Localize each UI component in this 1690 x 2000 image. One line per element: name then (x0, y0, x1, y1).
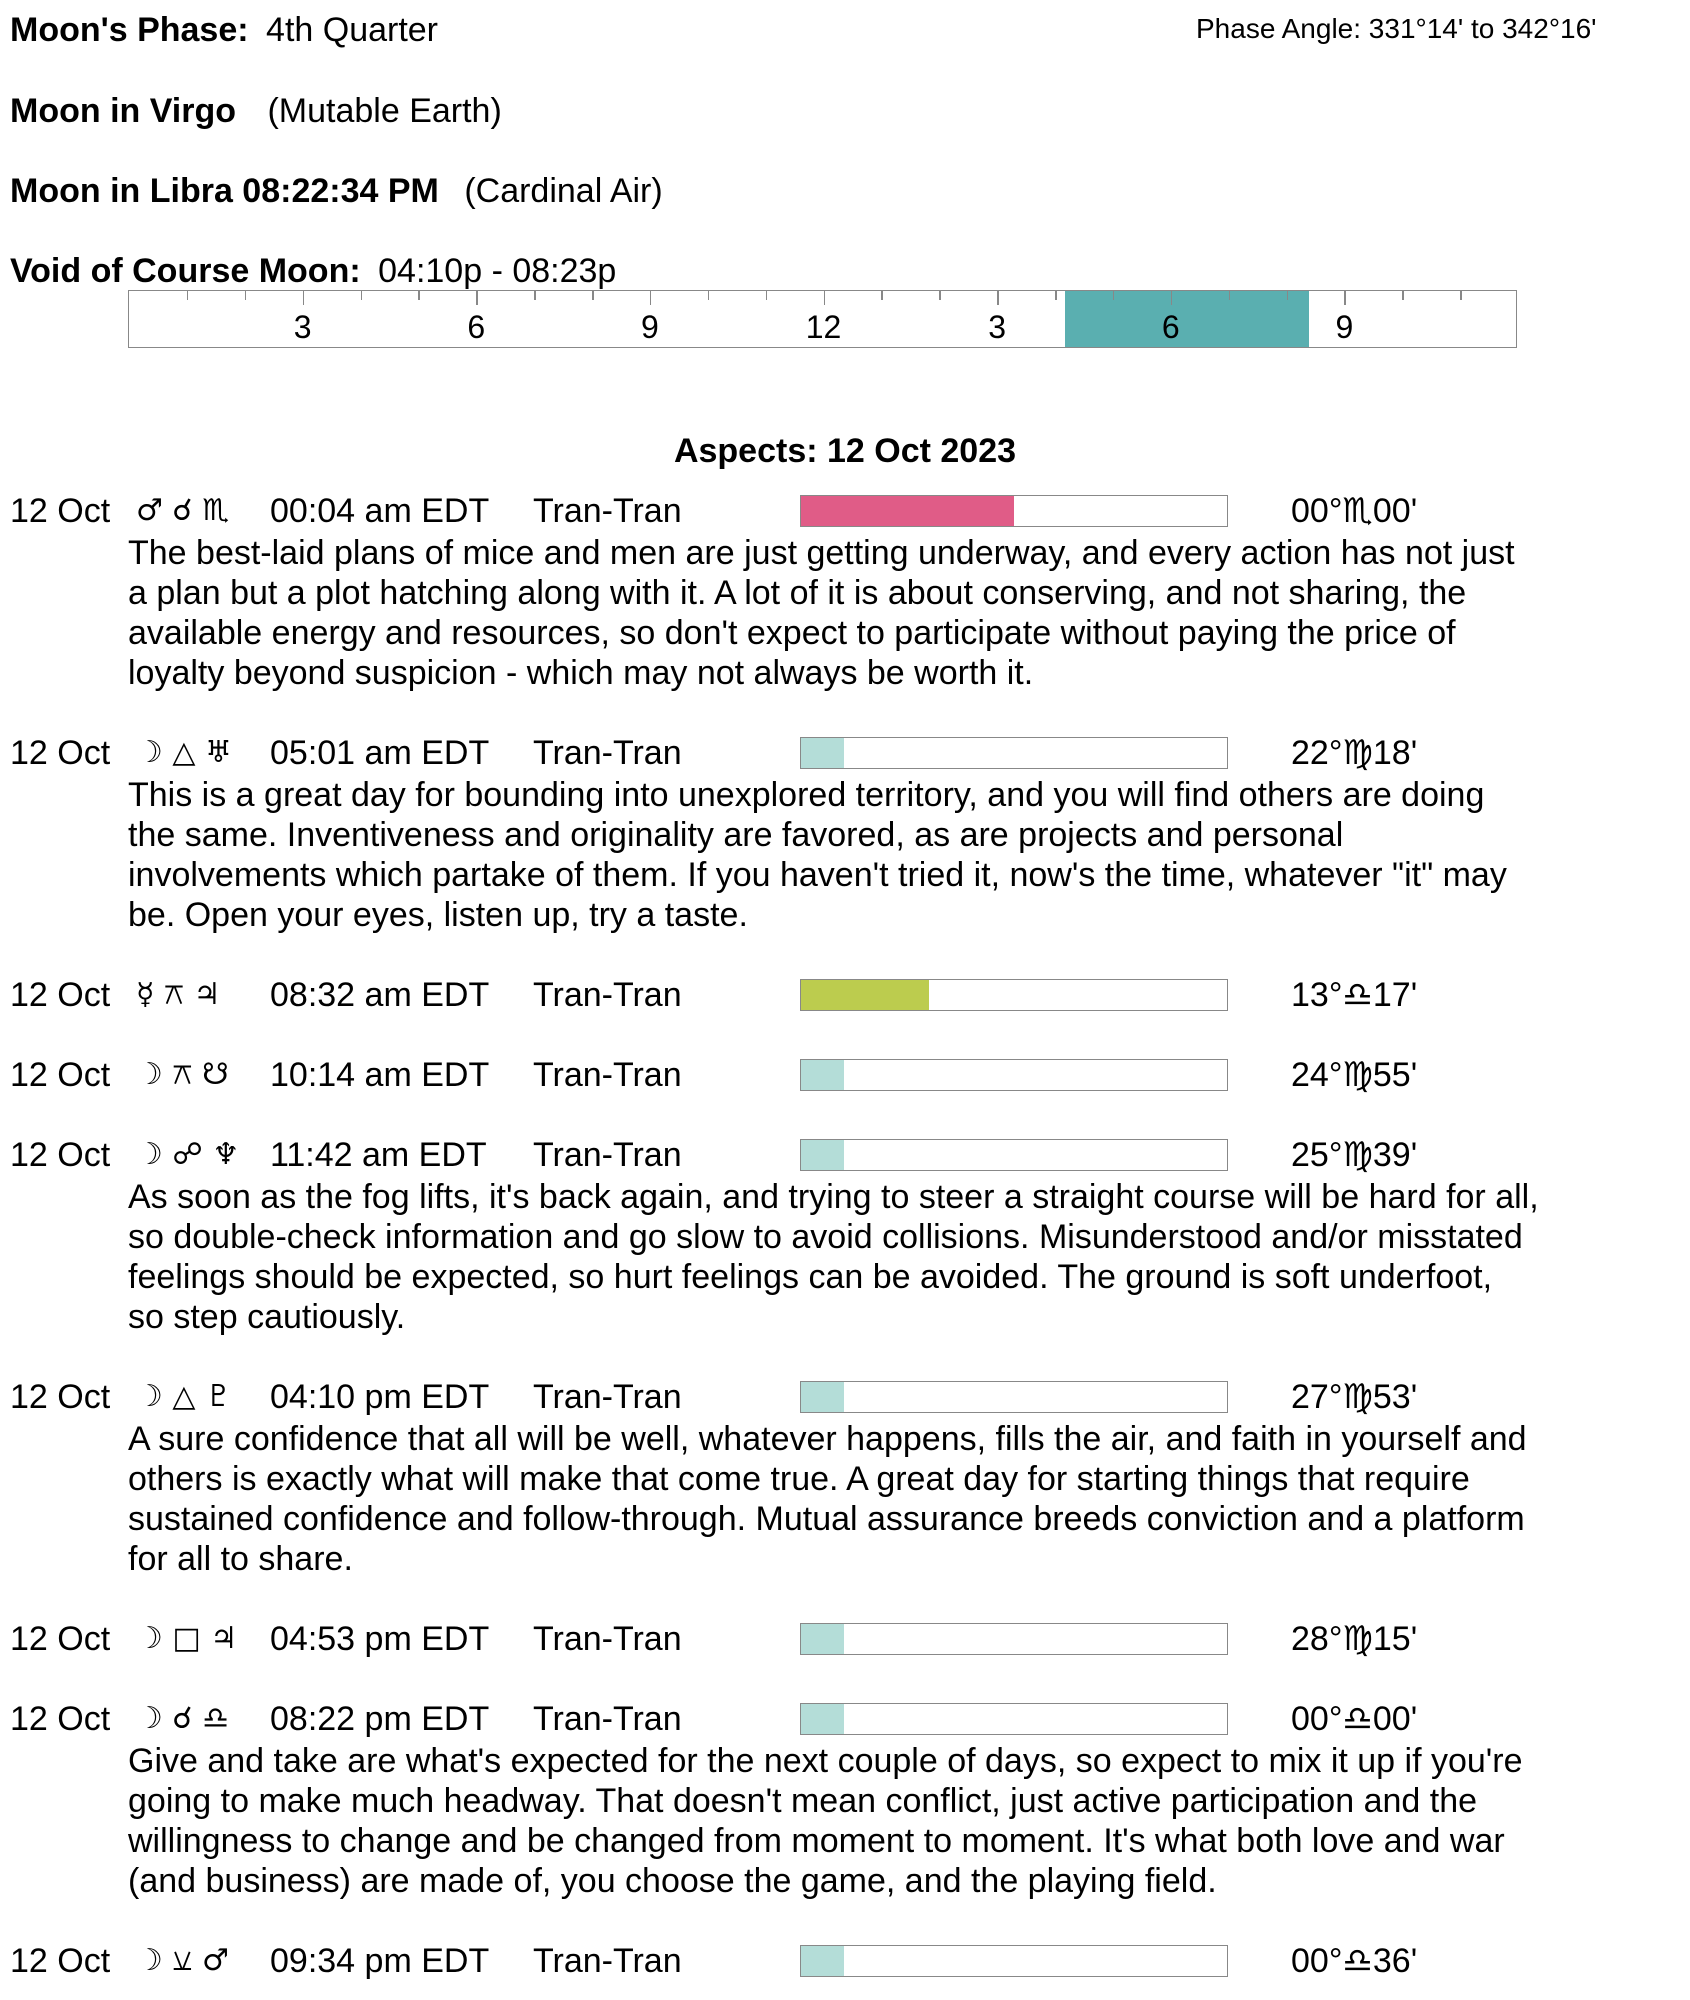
timeline-tick (245, 291, 247, 300)
aspect-position: 00°♏00' (1291, 492, 1418, 530)
timeline-tick (766, 291, 768, 300)
aspect-description (128, 533, 1515, 693)
aspect-strength-fill (801, 1704, 844, 1734)
timeline-hour-label: 9 (1335, 309, 1354, 345)
aspect-row (0, 1699, 1690, 1739)
aspect-glyphs: ☽ △ ♅ (136, 735, 232, 770)
moon-ingress-label: Moon in Libra 08:22:34 PM (10, 172, 439, 210)
aspect-position: 00°♎00' (1291, 1700, 1418, 1738)
aspect-description-line: feelings should be expected, so hurt feelings can be avoided. The ground is soft underfoot, (128, 1258, 1493, 1296)
moon-phase-label: Moon's Phase: (10, 11, 249, 49)
aspect-type: Tran-Tran (533, 734, 682, 772)
aspect-description-line: be. Open your eyes, listen up, try a taste. (128, 896, 748, 934)
timeline-tick (418, 291, 420, 300)
timeline-tick (592, 291, 594, 300)
aspect-time: 04:53 pm EDT (270, 1620, 490, 1658)
aspect-description-line: willingness to change and be changed from moment to moment. It's what both love and war (128, 1822, 1505, 1860)
aspect-glyphs: ☽ ⚺ ♂ (136, 1943, 229, 1978)
aspect-position: 22°♍18' (1291, 734, 1418, 772)
moon-ingress-row (10, 171, 663, 211)
aspect-description-line: A sure confidence that all will be well, whatever happens, fills the air, and faith in yourself and (128, 1420, 1527, 1458)
timeline-tick (1402, 291, 1404, 300)
timeline-hour-label: 12 (805, 309, 842, 345)
aspect-glyphs: ♂ ☌ ♏ (136, 493, 230, 528)
aspect-row (0, 1377, 1690, 1417)
aspect-row (0, 1619, 1690, 1659)
timeline-tick (1460, 291, 1462, 300)
aspect-date: 12 Oct (10, 1620, 111, 1658)
aspect-time: 09:34 pm EDT (270, 1942, 490, 1980)
aspect-time: 08:32 am EDT (270, 976, 490, 1014)
aspect-time: 08:22 pm EDT (270, 1700, 490, 1738)
moon-sign-label: Moon in Virgo (10, 92, 237, 130)
timeline-tick (187, 291, 189, 300)
aspect-description-line: a plan but a plot hatching along with it. A lot of it is about conserving, and not sharing, the (128, 574, 1467, 612)
aspect-description (128, 1741, 1523, 1901)
aspect-type: Tran-Tran (533, 1620, 682, 1658)
aspect-position: 00°♎36' (1291, 1942, 1418, 1980)
aspect-strength-bar (800, 495, 1228, 527)
aspect-time: 10:14 am EDT (270, 1056, 490, 1094)
aspect-strength-fill (801, 738, 844, 768)
aspect-type: Tran-Tran (533, 976, 682, 1014)
aspect-date: 12 Oct (10, 734, 111, 772)
aspect-position: 25°♍39' (1291, 1136, 1418, 1174)
aspect-date: 12 Oct (10, 1056, 111, 1094)
timeline-tick (939, 291, 941, 300)
aspect-strength-bar (800, 979, 1228, 1011)
aspect-glyphs: ☽ □ ♃ (136, 1621, 238, 1656)
aspect-row (0, 1941, 1690, 1981)
aspect-description-line: loyalty beyond suspicion - which may not always be worth it. (128, 654, 1034, 692)
timeline-hour-label: 6 (1161, 309, 1180, 345)
moon-phase-value: 4th Quarter (266, 11, 439, 49)
aspect-glyphs: ☽ ⚻ ☋ (136, 1057, 229, 1092)
void-of-course-highlight (1065, 291, 1309, 347)
timeline-tick (1287, 291, 1289, 300)
aspect-strength-fill (801, 1946, 844, 1976)
void-of-course-row (10, 251, 616, 291)
aspect-type: Tran-Tran (533, 1700, 682, 1738)
timeline-hour-label: 3 (293, 309, 312, 345)
aspect-date: 12 Oct (10, 1942, 111, 1980)
aspect-time: 05:01 am EDT (270, 734, 490, 772)
aspect-description-line: available energy and resources, so don't expect to participate without paying the price of (128, 614, 1456, 652)
moon-sign-row (10, 91, 502, 131)
aspect-row (0, 1055, 1690, 1095)
aspect-date: 12 Oct (10, 1378, 111, 1416)
timeline-tick (1229, 291, 1231, 300)
aspect-glyphs: ☽ ☌ ♎ (136, 1701, 230, 1736)
timeline-tick (708, 291, 710, 300)
aspect-date: 12 Oct (10, 492, 111, 530)
aspect-type: Tran-Tran (533, 1056, 682, 1094)
timeline-tick (361, 291, 363, 300)
timeline-tick (824, 291, 826, 305)
aspect-description-line: others is exactly what will make that come true. A great day for starting things that require (128, 1460, 1470, 1498)
aspect-description-line: Give and take are what's expected for the next couple of days, so expect to mix it up if you're (128, 1742, 1523, 1780)
aspect-strength-bar (800, 1623, 1228, 1655)
moon-ingress-element: (Cardinal Air) (464, 172, 663, 210)
aspect-row (0, 491, 1690, 531)
aspect-strength-bar (800, 1059, 1228, 1091)
aspect-glyphs: ☽ △ ♇ (136, 1379, 232, 1414)
aspects-title: Aspects: 12 Oct 2023 (673, 432, 1017, 470)
void-of-course-timeline (128, 290, 1517, 348)
aspect-strength-bar (800, 1703, 1228, 1735)
aspect-glyphs: ☿ ⚻ ♃ (136, 977, 221, 1012)
timeline-tick (881, 291, 883, 300)
aspect-description-line: The best-laid plans of mice and men are just getting underway, and every action has not just (128, 534, 1515, 572)
aspect-description (128, 775, 1507, 935)
timeline-hour-label: 9 (640, 309, 659, 345)
aspect-description-line: As soon as the fog lifts, it's back again, and trying to steer a straight course will be hard for all, (128, 1178, 1539, 1216)
timeline-tick (1055, 291, 1057, 300)
aspect-strength-fill (801, 496, 1014, 526)
aspect-position: 27°♍53' (1291, 1378, 1418, 1416)
aspect-description-line: so step cautiously. (128, 1298, 406, 1336)
timeline-tick (534, 291, 536, 300)
aspect-glyphs: ☽ ☍ ♆ (136, 1137, 240, 1172)
aspect-description (128, 1177, 1539, 1337)
moon-phase-row (10, 10, 438, 50)
moon-sign-element: (Mutable Earth) (267, 92, 502, 130)
timeline-tick (1171, 291, 1173, 305)
aspect-time: 04:10 pm EDT (270, 1378, 490, 1416)
timeline-tick (650, 291, 652, 305)
aspect-description-line: the same. Inventiveness and originality are favored, as are projects and personal (128, 816, 1344, 854)
timeline-hour-label: 3 (988, 309, 1007, 345)
aspect-strength-fill (801, 980, 929, 1010)
aspect-row (0, 733, 1690, 773)
aspect-strength-bar (800, 1381, 1228, 1413)
aspect-strength-fill (801, 1624, 844, 1654)
aspect-position: 13°♎17' (1291, 976, 1418, 1014)
aspect-type: Tran-Tran (533, 1136, 682, 1174)
aspect-date: 12 Oct (10, 1700, 111, 1738)
aspect-type: Tran-Tran (533, 1942, 682, 1980)
aspect-strength-bar (800, 1139, 1228, 1171)
aspect-description (128, 1419, 1527, 1579)
aspect-type: Tran-Tran (533, 492, 682, 530)
aspect-description-line: This is a great day for bounding into unexplored territory, and you will find others are doing (128, 776, 1485, 814)
aspect-row (0, 1135, 1690, 1175)
phase-angle: Phase Angle: 331°14' to 342°16' (1196, 13, 1597, 44)
aspect-description-line: (and business) are made of, you choose the game, and the playing field. (128, 1862, 1217, 1900)
voc-label: Void of Course Moon: (10, 252, 361, 290)
aspect-time: 11:42 am EDT (270, 1136, 487, 1174)
aspect-description-line: for all to share. (128, 1540, 353, 1578)
aspect-description-line: involvements which partake of them. If you haven't tried it, now's the time, whatever "it" may (128, 856, 1507, 894)
aspect-date: 12 Oct (10, 976, 111, 1014)
aspect-type: Tran-Tran (533, 1378, 682, 1416)
aspect-description-line: so double-check information and go slow to avoid collisions. Misunderstood and/or misstated (128, 1218, 1523, 1256)
timeline-tick (1113, 291, 1115, 300)
timeline-tick (997, 291, 999, 305)
timeline-tick (1344, 291, 1346, 305)
aspect-strength-fill (801, 1382, 844, 1412)
aspect-time: 00:04 am EDT (270, 492, 490, 530)
aspect-strength-fill (801, 1060, 844, 1090)
aspect-position: 24°♍55' (1291, 1056, 1418, 1094)
aspect-strength-fill (801, 1140, 844, 1170)
timeline-tick (476, 291, 478, 305)
aspect-description-line: sustained confidence and follow-through. Mutual assurance breeds conviction and a platform (128, 1500, 1525, 1538)
voc-value: 04:10p - 08:23p (378, 252, 617, 290)
aspect-strength-bar (800, 1945, 1228, 1977)
aspect-position: 28°♍15' (1291, 1620, 1418, 1658)
aspect-row (0, 975, 1690, 1015)
aspect-description-line: going to make much headway. That doesn't mean conflict, just active participation and the (128, 1782, 1478, 1820)
aspect-date: 12 Oct (10, 1136, 111, 1174)
timeline-hour-label: 6 (467, 309, 486, 345)
timeline-tick (303, 291, 305, 305)
aspect-strength-bar (800, 737, 1228, 769)
